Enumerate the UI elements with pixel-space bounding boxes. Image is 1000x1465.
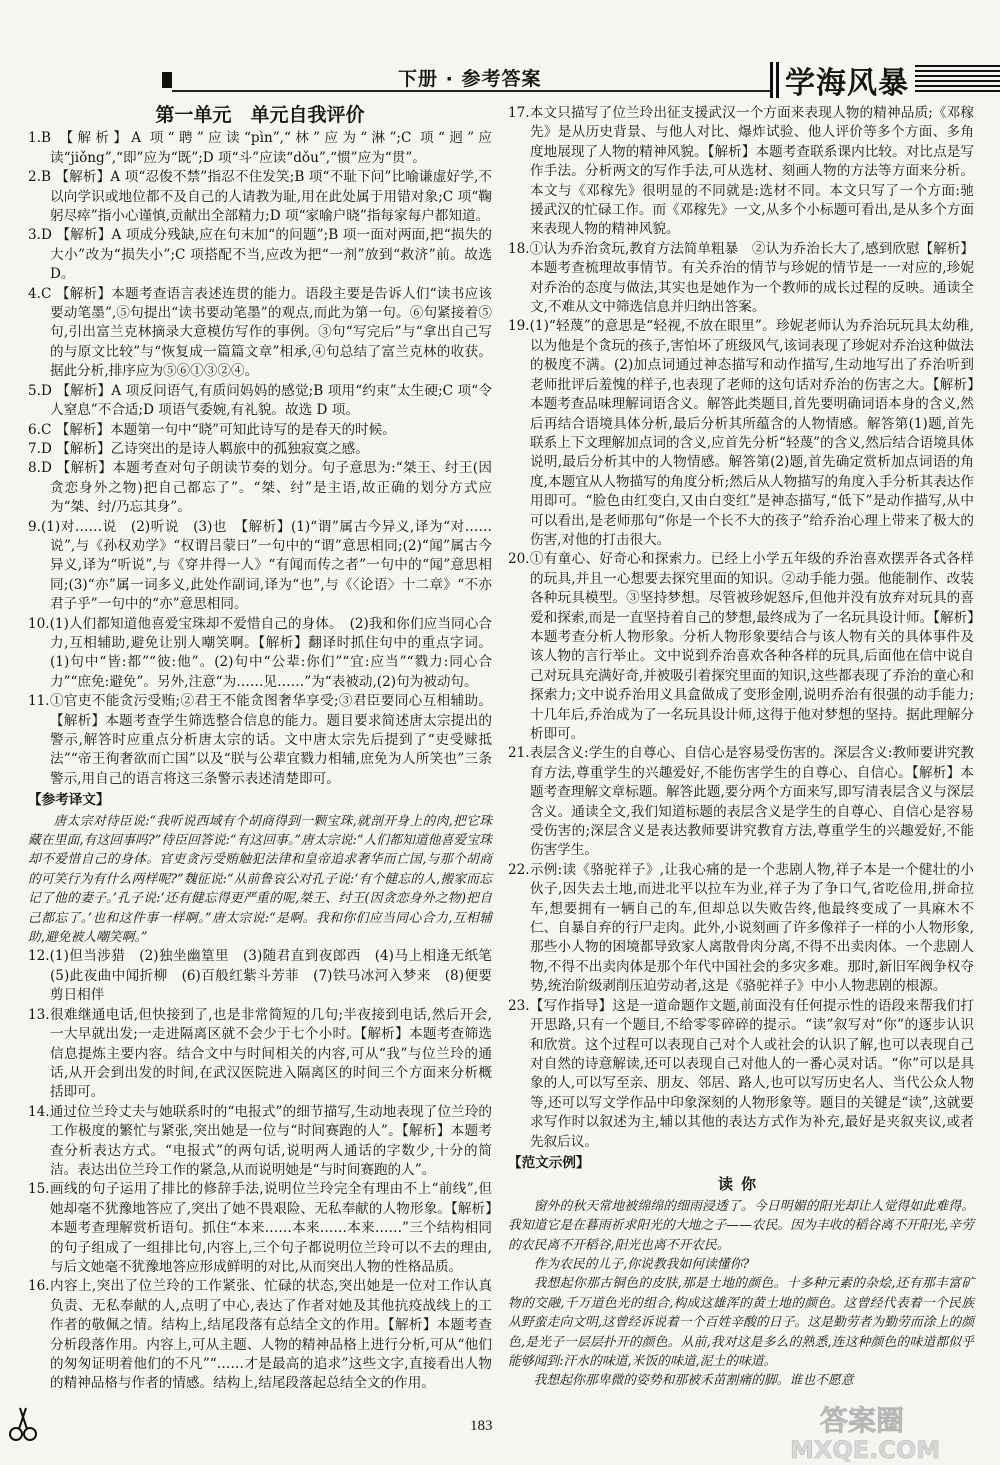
- answer-item: 16.内容上,突出了位兰玲的工作紧张、忙碌的状态,突出她是一位对工作认真负责、无私奉献的人,点明了中心,表达了作者对她及其他抗疫战线上的工作者的敬佩之情。结构上,结尾段落有总结全文的作用。【解析】本题考查分析段落作用。内容上,可从主题、人物的精神品格上进行分析,可从“他们的匆匆证明着他们的不凡”“……才是最高的追求”这些文字,直接看出人物的精神品格与作者的情感。结构上,结尾段落起总结全文的作用。: [28, 1278, 492, 1392]
- watermark-text: 答案圈: [820, 1404, 905, 1437]
- right-column: [508, 104, 974, 1391]
- answer-item: 14.通过位兰玲丈夫与她联系时的“电报式”的细节描写,生动地表现了位兰玲的工作极度的繁忙与紧张,突出她是一位与“时间赛跑的人”。【解析】本题考查分析表达方式。“电报式”的两句话,说明两人通话的字数少,十分的简洁。表达出位兰玲工作的紧急,从而说明她是“与时间赛跑的人”。: [28, 1103, 492, 1178]
- answer-item: 2.B 【解析】A 项“忍俊不禁”指忍不住发笑;B 项“不耻下问”比喻谦虚好学,不以向学识或地位都不及自己的人请教为耻,用在此处属于用错对象;C 项“鞠躬尽瘁”指小心谨慎,贡献出全部精力;D 项“家喻户晓”指每家每户都知道。: [28, 169, 492, 225]
- left-column: [28, 104, 506, 1394]
- sample-essay: [508, 1197, 974, 1391]
- answer-item: 13.很难继通电话,但快接到了,也是非常简短的几句;半夜接到电话,然后开会,一大早就出发;一走进隔离区就不会少于七个小时。【解析】本题考查筛选信息提炼主要内容。结合文中与时间相关的内容,可从“我”与位兰玲的通话,从开会到出发的时间,在武汉医院进入隔离区的时间三个方面来分析概括即可。: [28, 1006, 492, 1101]
- reference-translation: 唐太宗对待臣说:“我听说西域有个胡商得到一颗宝珠,就剖开身上的肉,把它珠藏在里面,有这回事吗?”侍臣回答说:“有这回事。”唐太宗说:“人们都知道他喜爱宝珠却不爱惜自己的身体。官吏贪污受贿触犯法律和皇帝追求奢华而亡国,与那个胡商的可笑行为有什么两样呢?”魏征说:“从前鲁哀公对孔子说:‘有个健忘的人,搬家而忘记了他的妻子。’孔子说:‘还有健忘得更严重的呢,桀王、纣王(因贪恋身外之物)把自己都忘了。’也和这件事一样啊。”唐太宗说:“是啊。我和你们应当同心合力,互相辅助,避免被人嘲笑啊。”: [28, 813, 492, 946]
- sample-heading: 【范文示例】: [508, 1154, 590, 1171]
- header-title: 下册 · 参考答案: [398, 68, 542, 90]
- essay-title: 读你: [717, 1175, 764, 1194]
- brand-name: 学海风暴: [785, 66, 909, 101]
- answer-item: 21.表层含义:学生的自尊心、自信心是容易受伤害的。深层含义:教师要讲究教育方法,尊重学生的兴趣爱好,不能伤害学生的自尊心、自信心。【解析】本题考查理解文章标题。解答此题,要分两个方面来写,即写清表层含义与深层含义。通读全文,我们知道标题的表层含义是学生的自尊心、自信心是容易受伤害的;深层含义是表达教师要讲究教育方法,尊重学生的兴趣爱好,不能伤害学生。: [508, 745, 974, 859]
- brand-logo: [770, 58, 1000, 102]
- header-marker: [162, 72, 172, 88]
- answer-item: 19.(1)“轻蔑”的意思是“轻视,不放在眼里”。珍妮老师认为乔治玩玩具太幼稚,以为他是个贪玩的孩子,害怕坏了班级风气,该词表现了珍妮对乔治这种做法的极度不满。(2)加点词通过神态描写和动作描写,生动地写出了乔治听到老师批评后羞愧的样子,也表现了老师的这句话对乔治的伤害之大。【解析】本题考查品味理解词语含义。解答此类题目,首先要明确词语本身的含义,然后再结合语境具体分析,最后分析其所蕴含的人物情感。解答第(1)题,首先联系上下文理解加点词的含义,应首先分析“轻蔑”的含义,然后结合语境具体说明,最后分析其中的人物情感。解答第(2)题,首先确定赏析加点词语的角度,本题宜从人物描写的角度分析;然后从人物描写的角度入手分析其表达作用即可。“脸色由红变白,又由白变红”是神态描写,“低下”是动作描写,从中可以看出,是老师那句“你是一个长不大的孩子”给乔治心理上带来了极大的伤害,对他的打击很大。: [508, 318, 974, 548]
- answer-item: 6.C 【解析】本题第一句中“晓”可知此诗写的是春天的时候。: [28, 421, 396, 438]
- page-number: 183: [470, 1418, 493, 1434]
- answer-item: 9.(1)对……说 (2)听说 (3)也 【解析】(1)“谓”属古今异义,译为“对……说”,与《孙权劝学》“权谓吕蒙曰”一句中的“谓”意思相同;(2)“闻”属古今异义,译为“听说”,与《穿井得一人》“有闻而传之者”一句中的“闻”意思相同;(3)“亦”属一词多义,此处作副词,译为“也”,与《〈论语〉十二章》“不亦君子乎”一句中的“亦”意思相同。: [28, 518, 492, 613]
- answer-item: 8.D 【解析】本题考查对句子朗读节奏的划分。句子意思为:“桀王、纣王(因贪恋身外之物)把自己都忘了”。“桀、纣”是主语,故正确的划分方式应为“桀、纣/乃忘其身”。: [28, 460, 492, 516]
- answer-item: 15.画线的句子运用了排比的修辞手法,说明位兰玲完全有理由不上“前线”,但她却毫不犹豫地答应了,突出了她不畏艰险、无私奉献的人物形象。【解析】本题考查理解赏析语句。抓住“本来……本来……本来……”三个结构相同的句子组成了一组排比句,内容上,三个句子都说明位兰玲可以不去的理由,与后文她毫不犹豫地答应形成鲜明的对比,从而突出人物的性格品质。: [28, 1181, 492, 1275]
- answer-item: 12.(1)但当涉猎 (2)独坐幽篁里 (3)随君直到夜郎西 (4)马上相逢无纸笔 (5)此夜曲中闻折柳 (6)百般红紫斗芳菲 (7)铁马冰河入梦来 (8)便要剪日相伴: [28, 948, 506, 1004]
- answer-item: 7.D 【解析】乙诗突出的是诗人羁旅中的孤独寂寞之感。: [28, 440, 369, 457]
- answer-item: 18.①认为乔治贪玩,教育方法简单粗暴 ②认为乔治长大了,感到欣慰【解析】本题考查梳理故事情节。有关乔治的情节与珍妮的情节是一一对应的,珍妮对乔治的态度与做法,其实也是她作为一个教师的成长过程的反映。通读全文,不难从文中筛选信息并归纳出答案。: [508, 240, 974, 316]
- essay-paragraph: 作为农民的儿子,你说教我如何读懂你?: [533, 1256, 750, 1272]
- watermark-logo: [760, 1400, 996, 1462]
- watermark-domain: MXQE.COM: [790, 1436, 941, 1462]
- answer-item: 20.①有童心、好奇心和探索力。已经上小学五年级的乔治喜欢摆弄各式各样的玩具,并且一心想要去探究里面的知识。②动手能力强。他能制作、改装各种玩具模型。③坚持梦想。尽管被珍妮怒斥,但他并没有放弃对玩具的喜爱和探索,而是一直坚持着自己的梦想,最终成为了一名玩具设计师。【解析】本题考查分析人物形象。分析人物形象要结合与该人物有关的具体事件及该人物的言行举止。文中说到乔治喜欢各种各样的玩具,后面他在信中说自己对玩具充满好奇,并被吸引着探究里面的知识,这些都表现了乔治的童心和探索力;文中说乔治用义具盒做成了变形金刚,说明乔治有很强的动手能力;十几年后,乔治成为了一名玩具设计师,这得于他对梦想的坚持。据此理解分析即可。: [508, 551, 974, 742]
- scissors-icon: [6, 1404, 50, 1444]
- answer-item: 11.①官吏不能贪污受贿;②君王不能贪图奢华享受;③君臣要同心互相辅助。【解析】本题考查学生筛选整合信息的能力。题目要求简述唐太宗提出的警示,解答时应重点分析唐太宗的话。文中唐太宗先后提到了“吏受赇抵法”“帝王徇奢欲而亡国”以及“朕与公辈宜戮力相辅,庶免为人所笑也”三条警示,用自己的语言将这三条警示表述清楚即可。: [28, 693, 492, 787]
- translation-heading: 【参考译文】: [28, 792, 110, 809]
- answer-item: 22.示例:读《骆驼祥子》,让我心痛的是一个悲剧人物,祥子本是一个健壮的小伙子,因失去土地,而进北平以拉车为业,祥子为了争口气,省吃俭用,拼命拉车,想要拥有一辆自己的车,但却总以失败告终,他最终变成了一具麻木不仁、自暴自弃的行尸走肉。此外,小说刻画了许多像祥子一样的小人物形象,那些小人物的困境都导致家人离散骨肉分离,不得不出卖肉体。一个悲剧人物,不得不出卖肉体是那个年代中国社会的多灾多难。那时,新旧军阀争权夺势,统治阶级剥削压迫劳动者,这是《骆驼祥子》中小人物悲剧的根源。: [508, 861, 974, 995]
- answer-item: 23.【写作指导】这是一道命题作文题,前面没有任何提示性的语段来帮我们打开思路,只有一个题目,不给零零碎碎的提示。“读”叙写对“你”的逐步认识和欣赏。这个过程可以表现自己对个人或社会的认识了解,也可以表现自己对自然的诗意解读,还可以表现自己对他人的一番心灵对话。“你”可以是具象的人,可以写至亲、朋友、邻居、路人,也可以写历史名人、当代公众人物等,还可以写文学作品中印象深刻的人物形象等。题目的关键是“读”,这就要求写作时以叙述为主,辅以其他的表达方式作为补充,最好是夹叙夹议,或者先叙后议。: [508, 997, 974, 1150]
- answer-item: 5.D 【解析】A 项反问语气,有质问妈妈的感觉;B 项用“约束”太生硬;C 项“令人窒息”不合适;D 项语气委婉,有礼貌。故选 D 项。: [28, 382, 492, 419]
- essay-paragraph: 我想起你那卑微的姿势和那被禾苗割痛的脚。谁也不愿意: [533, 1373, 854, 1389]
- answer-item: 3.D 【解析】A 项成分残缺,应在句末加“的问题”;B 项一面对两面,把“损失的大小”改为“损失小”;C 项搭配不当,应改为把“一剂”放到“救济”前。故选 D。: [28, 227, 492, 283]
- answer-item: 10.(1)人们都知道他喜爱宝珠却不爱惜自己的身体。 (2)我和你们应当同心合力,互相辅助,避免让别人嘲笑啊。【解析】翻译时抓住句中的重点字词。(1)句中“皆:都”“彼:他”。(2)句中“公辈:你们”“宜:应当”“戮力:同心合力”“庶免:避免”。另外,注意“为……见……”为“表被动,(2)句为被动句。: [28, 615, 492, 690]
- answer-item: 17.本文只描写了位兰玲出征支援武汉一个方面来表现人物的精神品质;《邓稼先》是从历史背景、与他人对比、爆炸试验、他人评价等多个方面、多角度地展现了人物的精神风貌。【解析】本题考查联系课内比较。对比点是写作手法。分析两文的写作手法,可从选材、刻画人物的方法等方面来分析。本文与《邓稼先》很明显的不同就是:选材不同。本文只写了一个方面:驰援武汉的忙碌工作。而《邓稼先》一文,从多个小标题可看出,是从多个方面来表现人物的精神风貌。: [508, 105, 974, 238]
- answer-item: 1.B 【解析】A 项“聘”应读“pìn”,“林”应为“淋”;C 项“迥”应读“jiǒng”,“即”应为“既”;D 项“斗”应读“dǒu”,“惯”应为“贯”。: [28, 130, 492, 166]
- brand-stripes: [915, 65, 1000, 95]
- unit-title: 第一单元 单元自我评价: [155, 104, 365, 126]
- brand-bars: [770, 62, 779, 98]
- page-header: [160, 58, 1000, 102]
- essay-paragraph: 我想起你那古铜色的皮肤,那是土地的颜色。十多种元素的杂烩,还有那丰富矿物的交融,千万道色光的组合,构成这雄浑的黄土地的颜色。这曾经代表着一个民族从野蛮走向文明,这曾经诉说着一个百姓辛酸的日子。这是勤劳者为勤劳而涂上的颜色,是光子一层层扑开的颜色。从前,我对这是多么的熟悉,连这种颜色的味道都似乎能够闻到:汗水的味道,米饭的味道,泥土的味道。: [508, 1276, 974, 1369]
- essay-paragraph: 窗外的秋天常地被绵绵的细雨浸透了。今日明媚的阳光却让人觉得如此难得。我知道它是在暮雨祈求阳光的大地之子——农民。因为丰收的稻谷离不开阳光,辛劳的农民离不开稻谷,阳光也离不开农民。: [508, 1198, 974, 1253]
- answer-item: 4.C 【解析】本题考查语言表述连贯的能力。语段主要是告诉人们“读书应该要动笔墨”,⑤句提出“读书要动笔墨”的观点,而此为第一句。⑥句紧接着⑤句,引出富兰克林摘录大意模仿写作的事例。③句“写完后”与“拿出自己写的与原文比较”与“恢复成一篇篇文章”相承,④句总结了富兰克林的收获。据此分析,排序应为⑤⑥①③②④。: [28, 285, 492, 380]
